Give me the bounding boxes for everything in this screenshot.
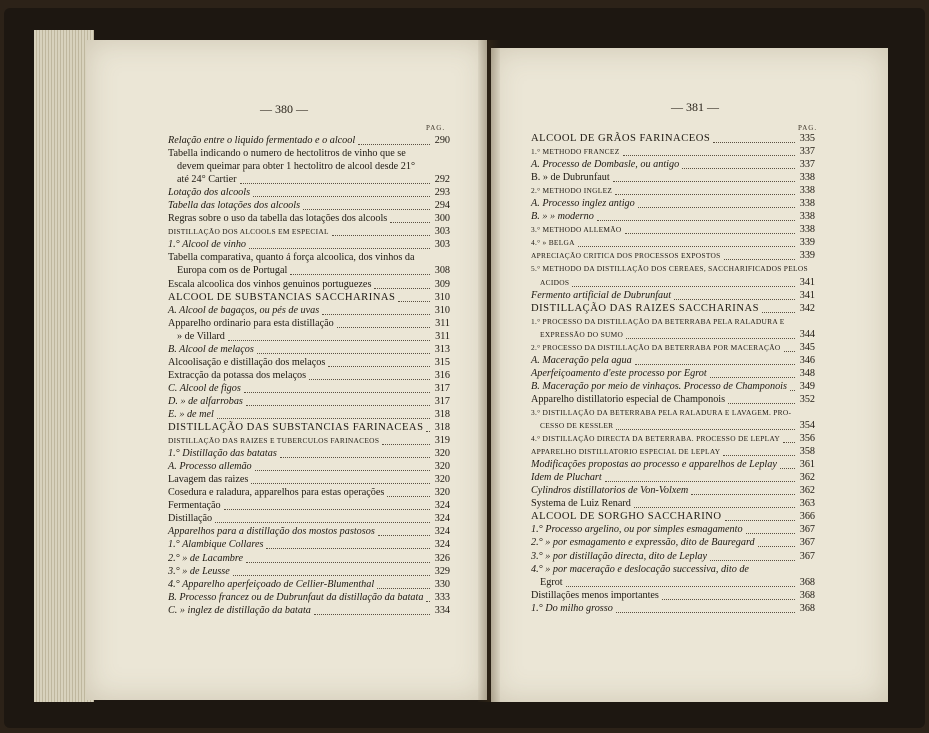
toc-entry bbox=[531, 589, 815, 602]
toc-entry-page: 352 bbox=[799, 393, 815, 405]
toc-entry-title: DISTILLAÇÃO DAS RAIZES SACCHARINAS bbox=[531, 302, 760, 314]
toc-entry-page: 310 bbox=[434, 291, 450, 303]
toc-entry bbox=[168, 134, 450, 147]
toc-entry-page: 311 bbox=[435, 330, 450, 342]
toc-entry-page: 368 bbox=[799, 576, 815, 588]
toc-entry bbox=[531, 276, 815, 289]
toc-entry bbox=[531, 419, 815, 432]
toc-entry-title: Fermentação bbox=[168, 500, 221, 512]
toc-entry-page: 366 bbox=[799, 511, 815, 523]
toc-entry-title: D. » de alfarrobas bbox=[168, 395, 243, 407]
toc-entry bbox=[168, 512, 450, 525]
dot-leader bbox=[398, 291, 430, 302]
toc-entry bbox=[168, 447, 450, 460]
left-page-number: — 380 — bbox=[260, 102, 308, 116]
toc-entry bbox=[531, 341, 815, 354]
toc-entry bbox=[531, 393, 815, 406]
toc-entry-title: B. » » moderno bbox=[531, 211, 594, 223]
toc-entry bbox=[531, 432, 815, 445]
toc-entry-title: Tabella comparativa, quanto á força alcoolica, dos vinhos da bbox=[168, 252, 415, 264]
left-toc-list bbox=[168, 134, 450, 617]
toc-entry-title: até 24° Cartier bbox=[177, 174, 237, 186]
toc-entry-title: Apparelho ordinario para esta distillação bbox=[168, 317, 334, 329]
toc-entry bbox=[531, 523, 815, 536]
toc-entry-title: 2.° » por esmagamento e expressão, dito de Bauregard bbox=[531, 537, 755, 549]
dot-leader bbox=[328, 356, 430, 367]
toc-entry-title: A. Processo inglez antigo bbox=[531, 198, 635, 210]
toc-entry-title: Alcoolisação e distillação dos melaços bbox=[168, 356, 326, 368]
right-page bbox=[491, 48, 888, 702]
toc-entry bbox=[168, 434, 450, 447]
dot-leader bbox=[246, 552, 430, 563]
toc-entry-title: 4.° Apparelho aperfeiçoado de Cellier-Blumenthal bbox=[168, 578, 375, 590]
toc-entry-title: EXPRESSÃO DO SUMO bbox=[540, 329, 624, 339]
toc-entry-title: A. Processo de Dombasle, ou antigo bbox=[531, 159, 680, 171]
toc-entry-page: 362 bbox=[799, 472, 815, 484]
dot-leader bbox=[251, 473, 430, 484]
toc-entry-page: 329 bbox=[434, 565, 450, 577]
toc-entry-page: 318 bbox=[434, 408, 450, 420]
toc-entry bbox=[168, 565, 450, 578]
toc-entry-page: 319 bbox=[434, 435, 450, 447]
dot-leader bbox=[790, 380, 795, 391]
toc-entry bbox=[531, 236, 815, 249]
toc-entry bbox=[168, 525, 450, 538]
dot-leader bbox=[723, 445, 795, 456]
toc-entry-title: Systema de Luiz Renard bbox=[531, 498, 631, 510]
toc-entry-page: 338 bbox=[799, 198, 815, 210]
toc-entry bbox=[531, 171, 815, 184]
toc-entry-title: CESSO DE KESSLER bbox=[540, 421, 614, 431]
toc-entry-title: B. Maceração por meio de vinhaços. Processo de Champonois bbox=[531, 380, 787, 392]
toc-entry-page: 324 bbox=[434, 513, 450, 525]
toc-entry-page: 354 bbox=[799, 420, 815, 432]
toc-entry-page: 335 bbox=[799, 133, 815, 144]
toc-entry-title: 1.° Alambique Collares bbox=[168, 539, 264, 551]
toc-entry-page: 367 bbox=[799, 537, 815, 549]
toc-entry-page: 294 bbox=[434, 200, 450, 212]
toc-entry bbox=[531, 550, 815, 563]
toc-entry bbox=[531, 484, 815, 497]
toc-entry-title: 1.° PROCESSO DA DISTILLAÇÃO DA BETERRABA PELA RALADURA E bbox=[531, 316, 785, 326]
toc-entry-title: Cylindros distillatorios de Von-Volxem bbox=[531, 485, 689, 497]
toc-entry bbox=[531, 302, 815, 315]
toc-entry bbox=[168, 173, 450, 186]
toc-entry bbox=[168, 604, 450, 617]
toc-entry bbox=[168, 486, 450, 499]
toc-entry bbox=[531, 367, 815, 380]
toc-entry-title: 2.° PROCESSO DA DISTILLAÇÃO DA BETERRABA POR MACERAÇÃO bbox=[531, 342, 781, 352]
dot-leader bbox=[426, 421, 430, 432]
page-edges bbox=[34, 30, 94, 702]
dot-leader bbox=[224, 499, 430, 510]
toc-entry-title: Tabella das lotações dos alcools bbox=[168, 200, 301, 212]
toc-entry-page: 341 bbox=[799, 276, 815, 288]
dot-leader bbox=[758, 536, 795, 547]
dot-leader bbox=[762, 302, 795, 313]
dot-leader bbox=[374, 278, 430, 289]
toc-entry-title: A. Alcool de bagaços, ou pés de uvas bbox=[168, 304, 320, 316]
toc-entry-page: 303 bbox=[434, 226, 450, 238]
toc-entry bbox=[531, 132, 815, 145]
toc-entry-title: 1.° Processo argelino, ou por simples esmagamento bbox=[531, 524, 743, 536]
toc-entry-page: 363 bbox=[799, 498, 815, 510]
toc-entry bbox=[531, 445, 815, 458]
toc-entry-page: 317 bbox=[434, 395, 450, 407]
toc-entry-title: B. Alcool de melaços bbox=[168, 343, 254, 355]
dot-leader bbox=[217, 408, 430, 419]
toc-entry-title: Distillações menos importantes bbox=[531, 589, 659, 601]
toc-entry-page: 313 bbox=[434, 343, 450, 355]
left-page bbox=[86, 40, 487, 700]
toc-entry bbox=[531, 262, 815, 275]
toc-entry-title: 1.° METHODO FRANCEZ bbox=[531, 147, 620, 157]
toc-entry-page: 358 bbox=[799, 446, 815, 458]
toc-entry-page: 317 bbox=[434, 382, 450, 394]
dot-leader bbox=[322, 304, 430, 315]
toc-entry-title: » de Villard bbox=[177, 330, 225, 342]
toc-entry bbox=[168, 382, 450, 395]
dot-leader bbox=[638, 197, 795, 208]
toc-entry-page: 338 bbox=[799, 172, 815, 184]
toc-entry bbox=[168, 421, 450, 434]
toc-entry-title: Escala alcoolica dos vinhos genuinos portuguezes bbox=[168, 278, 372, 290]
toc-entry-title: 1.° Alcool de vinho bbox=[168, 239, 247, 251]
toc-entry bbox=[168, 538, 450, 551]
toc-entry bbox=[168, 578, 450, 591]
toc-entry bbox=[168, 395, 450, 408]
toc-entry bbox=[531, 249, 815, 262]
toc-entry-page: 338 bbox=[799, 211, 815, 223]
dot-leader bbox=[597, 210, 795, 221]
toc-entry bbox=[531, 458, 815, 471]
toc-entry-title: DISTILLAÇÃO DOS ALCOOLS EM ESPECIAL bbox=[168, 227, 329, 237]
toc-entry-page: 368 bbox=[799, 602, 815, 614]
toc-entry-title: Tabella indicando o numero de hectolitros de vinho que se bbox=[168, 148, 406, 160]
toc-entry-title: APPARELHO DISTILLATORIO ESPECIAL DE LEPLAY bbox=[531, 447, 721, 457]
dot-leader bbox=[613, 171, 795, 182]
dot-leader bbox=[337, 317, 430, 328]
dot-leader bbox=[309, 369, 430, 380]
dot-leader bbox=[303, 199, 430, 210]
dot-leader bbox=[358, 134, 430, 145]
toc-entry bbox=[168, 278, 450, 291]
toc-entry-page: 300 bbox=[434, 213, 450, 225]
dot-leader bbox=[784, 341, 795, 352]
toc-entry bbox=[531, 380, 815, 393]
toc-entry bbox=[168, 251, 450, 264]
toc-entry bbox=[531, 145, 815, 158]
dot-leader bbox=[682, 158, 795, 169]
toc-entry-title: ACIDOS bbox=[540, 277, 570, 287]
toc-entry-title: Idem de Pluchart bbox=[531, 472, 602, 484]
book-gutter bbox=[478, 40, 500, 702]
toc-entry-page: 308 bbox=[434, 265, 450, 277]
toc-entry-page: 367 bbox=[799, 524, 815, 536]
toc-entry-page: 320 bbox=[434, 487, 450, 499]
toc-entry-title: Europa com os de Portugal bbox=[177, 265, 288, 277]
dot-leader bbox=[725, 510, 795, 521]
toc-entry bbox=[531, 563, 815, 576]
toc-entry-page: 315 bbox=[434, 356, 450, 368]
toc-entry-title: Distillação bbox=[168, 513, 213, 525]
toc-entry-title: B. Processo francez ou de Dubrunfaut da distillação da batata bbox=[168, 591, 424, 603]
toc-entry-title: Lavagem das raizes bbox=[168, 474, 249, 486]
toc-entry-title: C. Alcool de figos bbox=[168, 382, 241, 394]
dot-leader bbox=[257, 343, 430, 354]
toc-entry-page: 318 bbox=[434, 422, 450, 434]
toc-entry-title: 4.° » por maceração e deslocação successiva, dito de bbox=[531, 563, 749, 575]
toc-entry-title: Extracção da potassa dos melaços bbox=[168, 369, 307, 381]
dot-leader bbox=[746, 523, 795, 534]
toc-entry-title: A. Processo allemão bbox=[168, 461, 252, 473]
toc-entry bbox=[531, 406, 815, 419]
dot-leader bbox=[280, 447, 430, 458]
dot-leader bbox=[290, 264, 430, 275]
toc-entry-title: Modificações propostas ao processo e apparelhos de Leplay bbox=[531, 459, 777, 471]
toc-entry-page: 326 bbox=[434, 552, 450, 564]
toc-entry-page: 348 bbox=[799, 367, 815, 379]
toc-entry-page: 339 bbox=[799, 237, 815, 249]
toc-entry-title: 5.° METHODO DA DISTILLAÇÃO DOS CEREAES, SACCHARIFICADOS PELOS bbox=[531, 264, 808, 274]
dot-leader bbox=[615, 184, 795, 195]
toc-entry bbox=[168, 473, 450, 486]
dot-leader bbox=[566, 576, 795, 587]
dot-leader bbox=[572, 276, 795, 287]
toc-entry bbox=[168, 264, 450, 277]
toc-entry bbox=[168, 199, 450, 212]
toc-entry-page: 293 bbox=[434, 187, 450, 199]
toc-entry-page: 337 bbox=[799, 146, 815, 158]
toc-entry bbox=[168, 356, 450, 369]
toc-entry-title: A. Maceração pela agua bbox=[531, 354, 632, 366]
toc-entry-page: 338 bbox=[799, 185, 815, 197]
dot-leader bbox=[623, 145, 795, 156]
toc-entry-title: 3.° DISTILLAÇÃO DA BETERRABA PELA RALADURA E LAVAGEM. PRO- bbox=[531, 407, 792, 417]
toc-entry bbox=[168, 317, 450, 330]
toc-entry bbox=[531, 576, 815, 589]
dot-leader bbox=[387, 486, 430, 497]
toc-entry-page: 362 bbox=[799, 485, 815, 497]
dot-leader bbox=[266, 538, 430, 549]
dot-leader bbox=[605, 471, 795, 482]
toc-entry-page: 345 bbox=[799, 341, 815, 353]
toc-entry-title: 4.° » BELGA bbox=[531, 238, 575, 248]
right-page-number: — 381 — bbox=[671, 100, 719, 114]
toc-entry bbox=[531, 354, 815, 367]
dot-leader bbox=[215, 512, 430, 523]
toc-entry-title: Regras sobre o uso da tabella das lotações dos alcools bbox=[168, 213, 388, 225]
toc-entry-page: 334 bbox=[434, 604, 450, 616]
dot-leader bbox=[255, 460, 430, 471]
toc-entry bbox=[168, 552, 450, 565]
toc-entry-title: ALCOOL DE SORGHO SACCHARINO bbox=[531, 511, 722, 523]
toc-entry-page: 342 bbox=[799, 302, 815, 314]
toc-entry-title: DISTILLAÇÃO DAS RAIZES E TUBERCULOS FARINACEOS bbox=[168, 436, 380, 446]
toc-entry bbox=[531, 315, 815, 328]
dot-leader bbox=[783, 432, 795, 443]
toc-entry-page: 338 bbox=[799, 224, 815, 236]
dot-leader bbox=[728, 393, 795, 404]
toc-entry-page: 324 bbox=[434, 526, 450, 538]
toc-entry-page: 320 bbox=[434, 461, 450, 473]
toc-entry-title: 2.° METHODO INGLEZ bbox=[531, 186, 613, 196]
toc-entry-page: 324 bbox=[434, 539, 450, 551]
toc-entry bbox=[531, 184, 815, 197]
toc-entry bbox=[531, 197, 815, 210]
toc-entry-page: 356 bbox=[799, 433, 815, 445]
dot-leader bbox=[691, 484, 795, 495]
toc-entry-title: Apparelho distillatorio especial de Champonois bbox=[531, 393, 726, 405]
toc-entry-page: 361 bbox=[799, 459, 815, 471]
toc-entry-page: 344 bbox=[799, 328, 815, 340]
toc-entry bbox=[168, 304, 450, 317]
toc-entry bbox=[168, 160, 450, 173]
dot-leader bbox=[253, 186, 430, 197]
dot-leader bbox=[426, 591, 430, 602]
dot-leader bbox=[244, 382, 430, 393]
toc-entry-title: Aperfeiçoamento d'este processo por Egrot bbox=[531, 367, 707, 379]
toc-entry-title: Fermento artificial de Dubrunfaut bbox=[531, 289, 672, 301]
toc-entry-title: APRECIAÇÃO CRITICA DOS PROCESSOS EXPOSTOS bbox=[531, 251, 721, 261]
toc-entry-title: 3.° METHODO ALLEMÃO bbox=[531, 225, 622, 235]
toc-entry-title: ALCOOL DE SUBSTANCIAS SACCHARINAS bbox=[168, 291, 396, 303]
toc-entry-title: devem queimar para obter 1 hectolitro de alcool desde 21° bbox=[177, 161, 416, 173]
toc-entry bbox=[168, 408, 450, 421]
dot-leader bbox=[246, 395, 430, 406]
toc-entry-page: 292 bbox=[434, 174, 450, 186]
toc-entry-title: E. » de mel bbox=[168, 408, 214, 420]
toc-entry-page: 316 bbox=[434, 369, 450, 381]
dot-leader bbox=[240, 173, 430, 184]
toc-entry-page: 309 bbox=[434, 278, 450, 290]
toc-entry bbox=[531, 328, 815, 341]
toc-entry bbox=[168, 369, 450, 382]
toc-entry-title: 1.° Do milho grosso bbox=[531, 602, 613, 614]
dot-leader bbox=[390, 212, 430, 223]
toc-entry-page: 341 bbox=[799, 289, 815, 301]
toc-entry bbox=[531, 497, 815, 510]
dot-leader bbox=[662, 589, 795, 600]
toc-entry bbox=[168, 291, 450, 304]
dot-leader bbox=[616, 419, 795, 430]
toc-entry-title: Cosedura e raladura, apparelhos para estas operações bbox=[168, 487, 385, 499]
dot-leader bbox=[228, 330, 430, 341]
toc-entry-title: 1.° Distillação das batatas bbox=[168, 448, 277, 460]
dot-leader bbox=[724, 249, 795, 260]
dot-leader bbox=[249, 238, 430, 249]
toc-entry-page: 320 bbox=[434, 448, 450, 460]
toc-entry-page: 339 bbox=[799, 250, 815, 262]
toc-entry bbox=[168, 343, 450, 356]
toc-entry-title: 4.° DISTILLAÇÃO DIRECTA DA BETERRABA. PROCESSO DE LEPLAY bbox=[531, 434, 781, 444]
toc-entry-page: 337 bbox=[799, 159, 815, 171]
toc-entry-title: 3.° » de Leusse bbox=[168, 565, 230, 577]
dot-leader bbox=[314, 604, 430, 615]
dot-leader bbox=[616, 602, 795, 613]
dot-leader bbox=[377, 578, 430, 589]
toc-entry-page: 333 bbox=[434, 591, 450, 603]
toc-entry-title: DISTILLAÇÃO DAS SUBSTANCIAS FARINACEAS bbox=[168, 422, 424, 434]
toc-entry bbox=[168, 225, 450, 238]
toc-entry bbox=[168, 238, 450, 251]
dot-leader bbox=[578, 236, 795, 247]
dot-leader bbox=[710, 550, 795, 561]
dot-leader bbox=[674, 289, 795, 300]
toc-entry-title: 2.° » de Lacambre bbox=[168, 552, 243, 564]
dot-leader bbox=[625, 223, 795, 234]
dot-leader bbox=[634, 497, 795, 508]
toc-entry bbox=[168, 591, 450, 604]
dot-leader bbox=[710, 367, 795, 378]
toc-entry bbox=[168, 460, 450, 473]
toc-entry-title: B. » de Dubrunfaut bbox=[531, 172, 610, 184]
toc-entry-title: Apparelhos para a distillação dos mostos pastosos bbox=[168, 526, 375, 538]
toc-entry bbox=[531, 536, 815, 549]
dot-leader bbox=[713, 132, 795, 143]
toc-entry-title: ALCOOL DE GRÃOS FARINACEOS bbox=[531, 133, 711, 144]
toc-entry bbox=[168, 147, 450, 160]
toc-entry-page: 290 bbox=[434, 135, 450, 146]
toc-entry-title: C. » inglez de distillação da batata bbox=[168, 604, 311, 616]
toc-entry-title: 3.° » por distillação directa, dito de Leplay bbox=[531, 550, 708, 562]
toc-entry-page: 367 bbox=[799, 550, 815, 562]
toc-entry-page: 310 bbox=[434, 304, 450, 316]
toc-entry-page: 303 bbox=[434, 239, 450, 251]
dot-leader bbox=[332, 225, 430, 236]
toc-entry-page: 320 bbox=[434, 474, 450, 486]
toc-entry bbox=[531, 289, 815, 302]
toc-entry-title: Relação entre o liquido fermentado e o alcool bbox=[168, 135, 356, 146]
toc-entry-title: Egrot bbox=[540, 576, 563, 588]
toc-entry bbox=[168, 330, 450, 343]
toc-entry-page: 311 bbox=[435, 317, 450, 329]
toc-entry-page: 330 bbox=[434, 578, 450, 590]
toc-entry-page: 349 bbox=[799, 380, 815, 392]
toc-entry bbox=[168, 499, 450, 512]
toc-entry bbox=[168, 186, 450, 199]
right-column-label: PAG. bbox=[798, 124, 818, 132]
dot-leader bbox=[233, 565, 430, 576]
toc-entry bbox=[531, 210, 815, 223]
toc-entry-page: 368 bbox=[799, 589, 815, 601]
toc-entry bbox=[531, 223, 815, 236]
toc-entry-page: 324 bbox=[434, 500, 450, 512]
toc-entry bbox=[531, 158, 815, 171]
toc-entry-title: Lotação dos alcools bbox=[168, 187, 251, 199]
dot-leader bbox=[382, 434, 430, 445]
right-toc-list bbox=[531, 132, 815, 615]
toc-entry bbox=[531, 602, 815, 615]
dot-leader bbox=[626, 328, 795, 339]
dot-leader bbox=[635, 354, 795, 365]
dot-leader bbox=[378, 525, 430, 536]
left-column-label: PAG. bbox=[426, 124, 446, 132]
toc-entry-page: 346 bbox=[799, 354, 815, 366]
toc-entry bbox=[531, 471, 815, 484]
toc-entry bbox=[531, 510, 815, 523]
dot-leader bbox=[780, 458, 795, 469]
toc-entry bbox=[168, 212, 450, 225]
